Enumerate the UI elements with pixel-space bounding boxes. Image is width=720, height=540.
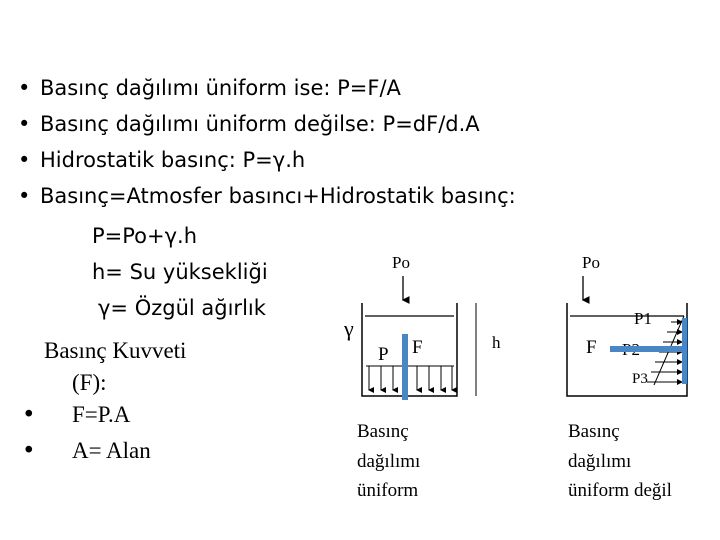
right-tank-diagram	[567, 253, 687, 501]
definition-h: h= Su yüksekliği	[92, 260, 268, 284]
bullet-dot: •	[18, 148, 31, 172]
force-item-text: F=P.A	[72, 402, 131, 427]
left-force-bar	[402, 334, 408, 400]
left-caption: Basınç dağılımı üniform	[357, 421, 421, 501]
bullet-text: Hidrostatik basınç: P=γ.h	[40, 148, 306, 172]
right-caption: Basınç dağılımı üniform değil	[568, 421, 672, 501]
bullet-dot: •	[22, 402, 36, 428]
left-f-label: F	[412, 337, 423, 358]
bullet-text: Basınç dağılımı üniform ise: P=F/A	[40, 76, 401, 100]
left-tank-diagram	[343, 253, 501, 501]
right-force-bar	[610, 346, 684, 352]
left-pressure-arrows	[369, 366, 452, 390]
definition-gamma: γ= Özgül ağırlık	[98, 296, 266, 320]
left-po-label: Po	[392, 253, 410, 272]
bullet-text: Basınç=Atmosfer basıncı+Hidrostatik basınç:	[40, 184, 516, 208]
bullet-dot: •	[18, 112, 31, 136]
bullet-dot: •	[22, 438, 36, 464]
left-p-label: P	[378, 344, 389, 365]
formula-text: P=Po+γ.h	[92, 224, 198, 248]
force-title-symbol: (F):	[72, 370, 107, 395]
bullet-text: Basınç dağılımı üniform değilse: P=dF/d.A	[40, 112, 480, 136]
bullet-dot: •	[18, 184, 31, 208]
right-p3-label: P3	[632, 371, 648, 387]
right-po-label: Po	[582, 253, 600, 272]
left-tank-walls	[362, 303, 457, 396]
bullet-dot: •	[18, 76, 31, 100]
left-gamma-label: γ	[344, 316, 354, 341]
force-title: Basınç Kuvveti	[44, 338, 187, 363]
right-wall-bar	[682, 318, 687, 384]
right-p1-label: P1	[634, 309, 652, 328]
force-item-text: A= Alan	[72, 438, 151, 463]
right-f-label: F	[586, 337, 597, 358]
left-h-label: h	[492, 333, 501, 352]
